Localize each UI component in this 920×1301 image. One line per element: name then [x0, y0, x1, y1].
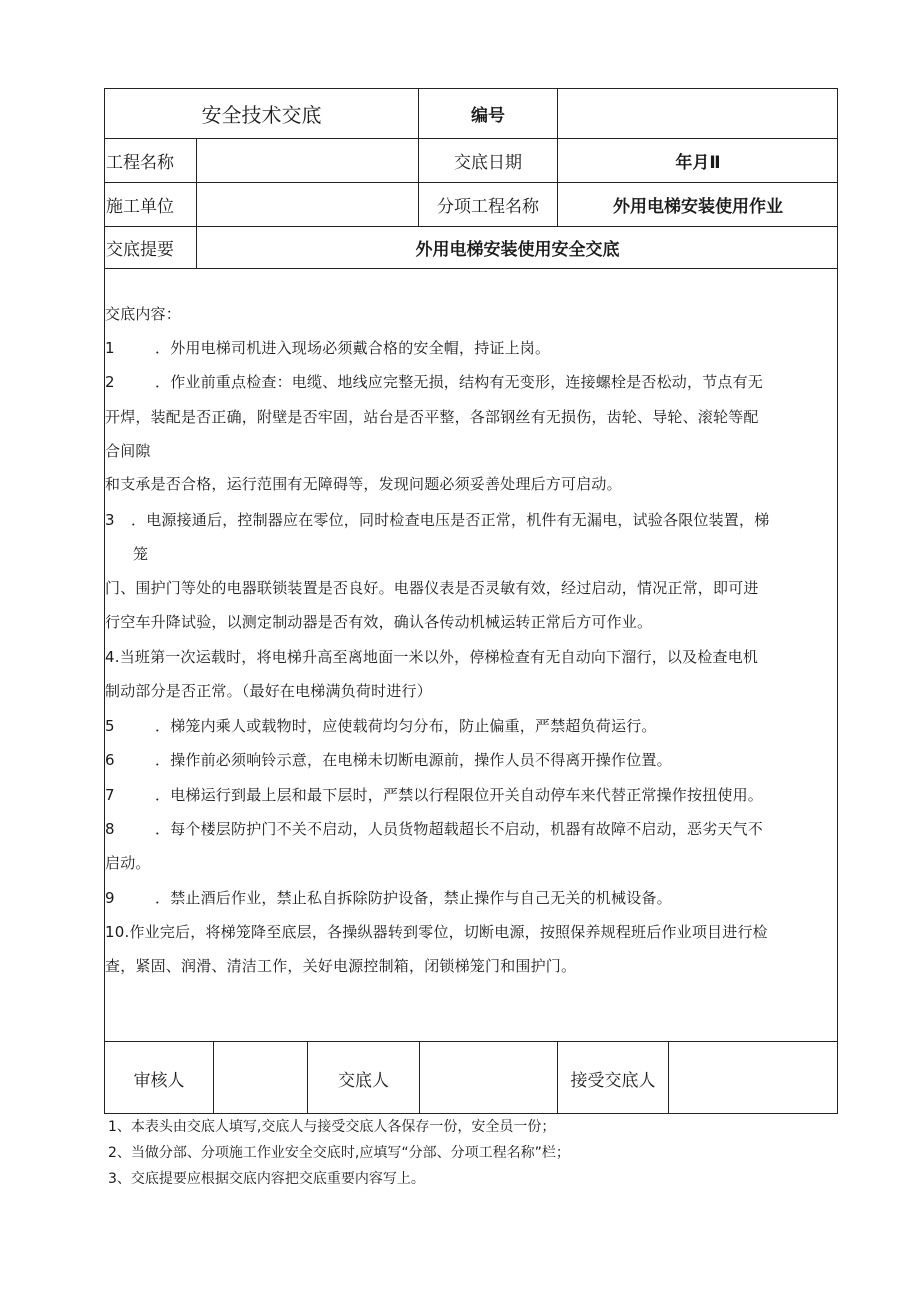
item-text: 制动部分是否正常。（最好在电梯满负荷时进行） — [105, 682, 432, 700]
discloser-field[interactable] — [420, 1042, 557, 1114]
item-text: 和支承是否合格，运行范围有无障碍等，发现问题必须妥善处理后方可启动。 — [105, 475, 622, 493]
content-line — [105, 784, 763, 805]
item-text: ．电源接通后，控制器应在零位，同时检查电压是否正常，机件有无漏电，试验各限位装置，梯 — [131, 511, 770, 529]
summary-field[interactable]: 外用电梯安装使用安全交底 — [415, 240, 620, 260]
note-item: 2、当做分部、分项施工作业安全交底时,应填写“分部、分项工程名称”栏； — [108, 1145, 570, 1161]
date-label: 交底日期 — [454, 153, 522, 173]
item-number: 6 — [105, 751, 115, 769]
company-field[interactable] — [197, 183, 418, 226]
item-number: 9 — [105, 889, 115, 907]
note-item: 3、交底提要应根据交底内容把交底重要内容写上。 — [108, 1171, 425, 1187]
item-number: 7 — [105, 786, 115, 804]
discloser-label: 交底人 — [338, 1070, 389, 1091]
content-line — [105, 921, 768, 942]
item-number: 3 — [105, 511, 115, 529]
item-text: 4.当班第一次运载时，将电梯升高至离地面一米以外，停梯检查有无自动向下溜行，以及检查电机 — [105, 648, 759, 666]
note-item: 1、本表头由交底人填写,交底人与接受交底人各保存一份，安全员一份； — [108, 1119, 556, 1135]
item-text: 笼 — [133, 545, 149, 563]
content-line — [105, 749, 672, 770]
item-text: 门、围护门等处的电器联锁装置是否良好。电器仪表是否灵敏有效，经过启动，情况正常，即可进 — [105, 579, 759, 597]
content-heading: 交底内容： — [105, 305, 182, 323]
item-number: 5 — [105, 717, 115, 735]
item-text: 启动。 — [105, 854, 151, 872]
subitem-field[interactable]: 外用电梯安装使用作业 — [613, 197, 783, 217]
date-field[interactable]: 年月Ⅱ — [675, 153, 721, 173]
item-number: 2 — [105, 373, 115, 391]
content-line — [105, 371, 763, 392]
content-line — [105, 337, 550, 358]
content-line — [105, 406, 759, 427]
item-text: ．每个楼层防护门不关不启动，人员货物超载超长不启动，机器有故障不启动，恶劣天气不 — [155, 820, 764, 838]
content-line — [105, 509, 769, 530]
number-field[interactable] — [558, 89, 838, 138]
content-line — [105, 577, 759, 598]
project-name-field[interactable] — [197, 139, 418, 182]
form-table — [104, 88, 838, 1114]
reviewer-label: 审核人 — [133, 1070, 185, 1091]
company-label: 施工单位 — [106, 197, 174, 217]
content-line — [133, 543, 148, 564]
form-title: 安全技术交底 — [201, 103, 322, 127]
item-text: 行空车升降试验，以测定制动器是否有效，确认各传动机械运转正常后方可作业。 — [105, 613, 653, 631]
item-text: ．操作前必须响铃示意，在电梯未切断电源前，操作人员不得离开操作位置。 — [155, 751, 672, 769]
receiver-label: 接受交底人 — [570, 1070, 656, 1091]
item-text: ．梯笼内乘人或载物时，应使载荷均匀分布，防止偏重，严禁超负荷运行。 — [155, 717, 657, 735]
reviewer-field[interactable] — [214, 1042, 307, 1114]
number-label: 编号 — [471, 106, 505, 126]
project-name-label: 工程名称 — [106, 153, 174, 173]
content-line — [105, 852, 151, 873]
content-line — [105, 440, 151, 461]
content-line — [105, 715, 657, 736]
item-text: 开焊，装配是否正确，附壁是否牢固，站台是否平整，各部钢丝有无损伤，齿轮、导轮、滚轮等配 — [105, 408, 759, 426]
content-line — [105, 473, 622, 494]
item-text: 10.作业完后，将梯笼降至底层，各操纵器转到零位，切断电源，按照保养规程班后作业项目进行检 — [105, 923, 768, 941]
item-number: 1 — [105, 339, 115, 357]
content-line — [105, 955, 576, 976]
item-text: ．作业前重点检查：电缆、地线应完整无损，结构有无变形，连接螺栓是否松动，节点有无 — [155, 373, 764, 391]
item-text: 合间隙 — [105, 442, 151, 460]
content-line — [105, 818, 763, 839]
content-line — [105, 680, 432, 701]
item-text: ．电梯运行到最上层和最下层时，严禁以行程限位开关自动停车来代替正常操作按扭使用。 — [155, 786, 764, 804]
receiver-field[interactable] — [669, 1042, 838, 1114]
item-text: ．外用电梯司机进入现场必须戴合格的安全帽，持证上岗。 — [155, 339, 551, 357]
item-text: ．禁止酒后作业，禁止私自拆除防护设备，禁止操作与自己无关的机械设备。 — [155, 889, 672, 907]
content-line — [105, 646, 758, 667]
item-text: 查，紧固、润滑、清洁工作，关好电源控制箱，闭锁梯笼门和围护门。 — [105, 957, 577, 975]
subitem-label: 分项工程名称 — [437, 197, 539, 217]
content-line — [105, 887, 672, 908]
content-line — [105, 611, 652, 632]
item-number: 8 — [105, 820, 115, 838]
summary-label: 交底提要 — [106, 240, 174, 260]
